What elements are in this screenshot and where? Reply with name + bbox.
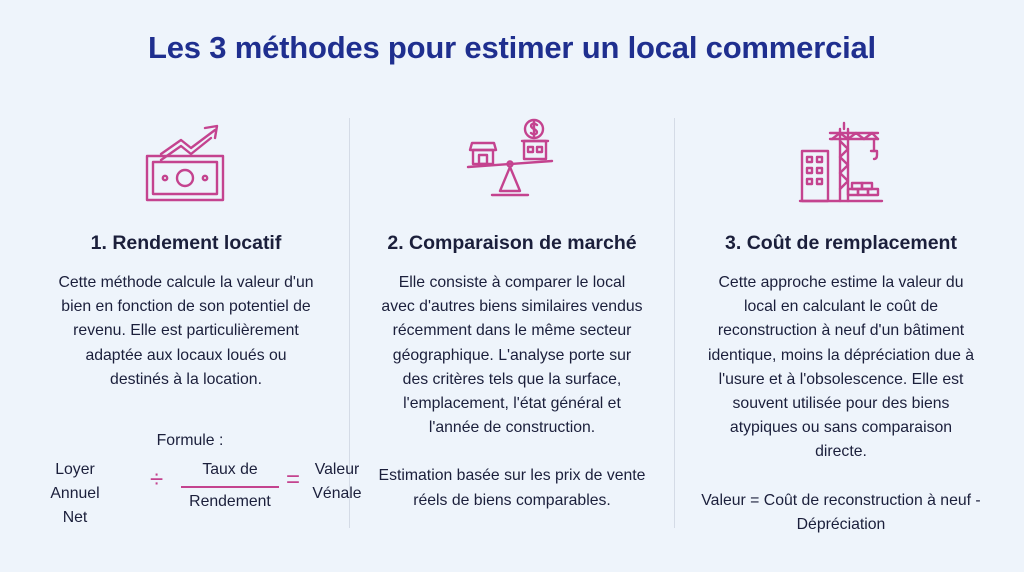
method-heading: 3. Coût de remplacement <box>725 232 957 254</box>
formula-left: Loyer Annuel Net <box>50 461 100 526</box>
method-heading: 1. Rendement locatif <box>90 232 282 254</box>
formula-numerator: Taux de <box>202 461 258 478</box>
method-description: Cette approche estime la valeur du local en calculant le coût de reconstruction à neuf d'un bâtiment identique, moins la dépréciation due à l'usure et à l'obsolescence. Elle est souvent utilisée pour des biens atypiques ou sans comparaison directe. <box>707 274 975 461</box>
formula-result: Valeur Vénale <box>312 461 362 502</box>
method-heading: 2. Comparaison de marché <box>387 232 637 254</box>
method-note: Valeur = Coût de reconstruction à neuf - Dépréciation <box>701 491 981 533</box>
page-title: Les 3 méthodes pour estimer un local commercial <box>148 30 876 65</box>
method-note: Estimation basée sur les prix de vente réels de biens comparables. <box>378 467 646 509</box>
column-divider <box>674 118 675 528</box>
method-comparaison-marche <box>362 110 662 513</box>
formula-fraction <box>175 458 285 514</box>
market-comparison-scale-icon <box>464 117 560 205</box>
method-description: Elle consiste à comparer le local avec d'autres biens similaires vendus récemment dans le même secteur géographique. L'analyse porte sur des critères tels que la surface, l'emplacement, l'état général et l'année de construction. <box>381 274 643 437</box>
method-description: Cette méthode calcule la valeur d'un bien en fonction de son potentiel de revenu. Elle est particulièrement adaptée aux locaux loués ou destinés à la location. <box>58 274 314 388</box>
divide-sign: ÷ <box>150 466 164 493</box>
method-cout-remplacement <box>691 110 991 537</box>
formula-label: Formule : <box>156 432 224 449</box>
formula-denominator: Rendement <box>189 493 271 510</box>
formula <box>40 458 362 533</box>
money-growth-icon <box>141 120 231 205</box>
method-rendement-locatif <box>36 110 336 392</box>
construction-crane-icon <box>796 119 886 205</box>
equals-sign: = <box>286 466 301 493</box>
